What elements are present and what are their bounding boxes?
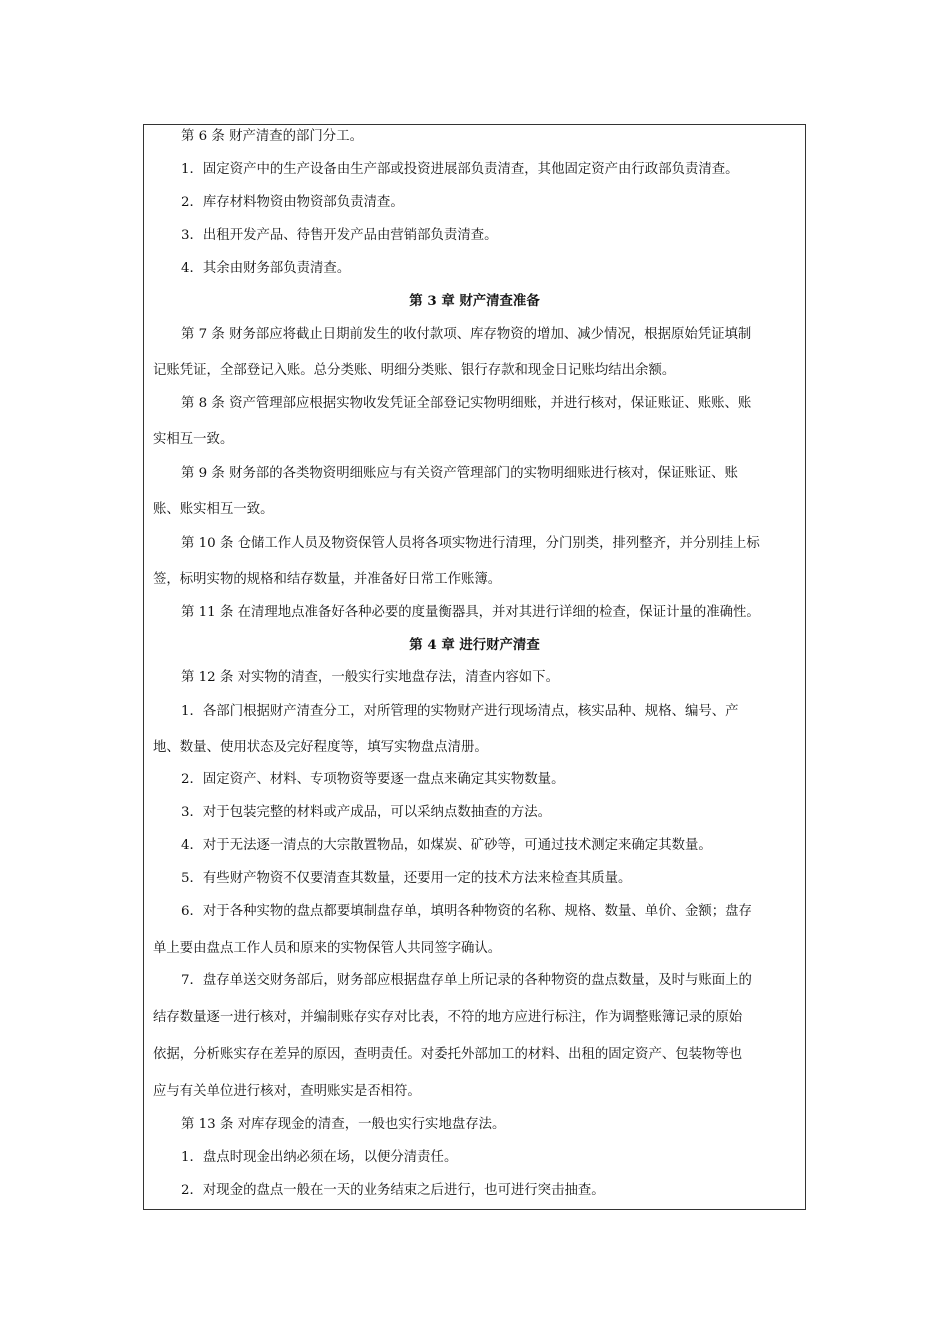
article-8-line-2: 实相互一致。 [153, 432, 234, 447]
chapter-4-heading: 第 4 章 进行财产清查 [409, 637, 540, 653]
article-12-item-3: 3．对于包装完整的材料或产成品，可以采纳点数抽查的方法。 [181, 805, 552, 820]
article-12-item-7-line-4: 应与有关单位进行核对，查明账实是否相符。 [153, 1084, 421, 1099]
article-13-item-2: 2．对现金的盘点一般在一天的业务结束之后进行，也可进行突击抽查。 [181, 1183, 605, 1198]
article-6-title: 第 6 条 财产清查的部门分工。 [181, 129, 363, 144]
article-11: 第 11 条 在清理地点准备好各种必要的度量衡器具，并对其进行详细的检查，保证计量的准确性。 [181, 605, 760, 620]
article-12-item-6-line-1: 6．对于各种实物的盘点都要填制盘存单，填明各种物资的名称、规格、数量、单价、金额；盘存 [181, 904, 752, 919]
article-12-item-2: 2．固定资产、材料、专项物资等要逐一盘点来确定其实物数量。 [181, 772, 565, 787]
article-8-line-1: 第 8 条 资产管理部应根据实物收发凭证全部登记实物明细账，并进行核对，保证账证、账账、账 [181, 396, 752, 411]
article-10-line-1: 第 10 条 仓储工作人员及物资保管人员将各项实物进行清理，分门别类，排列整齐，并分别挂上标 [181, 536, 760, 551]
article-13-title: 第 13 条 对库存现金的清查，一般也实行实地盘存法。 [181, 1117, 506, 1132]
article-12-item-1-line-2: 地、数量、使用状态及完好程度等，填写实物盘点清册。 [153, 740, 488, 755]
article-7-line-1: 第 7 条 财务部应将截止日期前发生的收付款项、库存物资的增加、减少情况，根据原始凭证填制 [181, 327, 752, 342]
article-9-line-2: 账、账实相互一致。 [153, 502, 274, 517]
article-10-line-2: 签，标明实物的规格和结存数量，并准备好日常工作账簿。 [153, 572, 502, 587]
article-7-line-2: 记账凭证，全部登记入账。总分类账、明细分类账、银行存款和现金日记账均结出余额。 [153, 363, 676, 378]
article-6-item-1: 1．固定资产中的生产设备由生产部或投资进展部负责清查，其他固定资产由行政部负责清查。 [181, 162, 739, 177]
article-12-item-7-line-2: 结存数量逐一进行核对，并编制账存实存对比表，不符的地方应进行标注，作为调整账簿记录的原始 [153, 1010, 743, 1025]
article-12-item-6-line-2: 单上要由盘点工作人员和原来的实物保管人共同签字确认。 [153, 941, 502, 956]
article-12-item-4: 4．对于无法逐一清点的大宗散置物品，如煤炭、矿砂等，可通过技术测定来确定其数量。 [181, 838, 712, 853]
article-12-item-7-line-1: 7．盘存单送交财务部后，财务部应根据盘存单上所记录的各种物资的盘点数量，及时与账面上的 [181, 973, 752, 988]
article-12-item-7-line-3: 依据，分析账实存在差异的原因，查明责任。对委托外部加工的材料、出租的固定资产、包装物等也 [153, 1047, 743, 1062]
article-13-item-1: 1．盘点时现金出纳必须在场，以便分清责任。 [181, 1150, 458, 1165]
article-6-item-3: 3．出租开发产品、待售开发产品由营销部负责清查。 [181, 228, 498, 243]
article-9-line-1: 第 9 条 财务部的各类物资明细账应与有关资产管理部门的实物明细账进行核对，保证账证、账 [181, 466, 738, 481]
article-12-item-5: 5．有些财产物资不仅要清查其数量，还要用一定的技术方法来检查其质量。 [181, 871, 632, 886]
article-12-title: 第 12 条 对实物的清查，一般实行实地盘存法，清查内容如下。 [181, 670, 559, 685]
article-6-item-4: 4．其余由财务部负责清查。 [181, 261, 351, 276]
article-6-item-2: 2．库存材料物资由物资部负责清查。 [181, 195, 404, 210]
chapter-3-heading: 第 3 章 财产清查准备 [409, 293, 540, 309]
article-12-item-1-line-1: 1．各部门根据财产清查分工，对所管理的实物财产进行现场清点，核实品种、规格、编号、产 [181, 704, 739, 719]
